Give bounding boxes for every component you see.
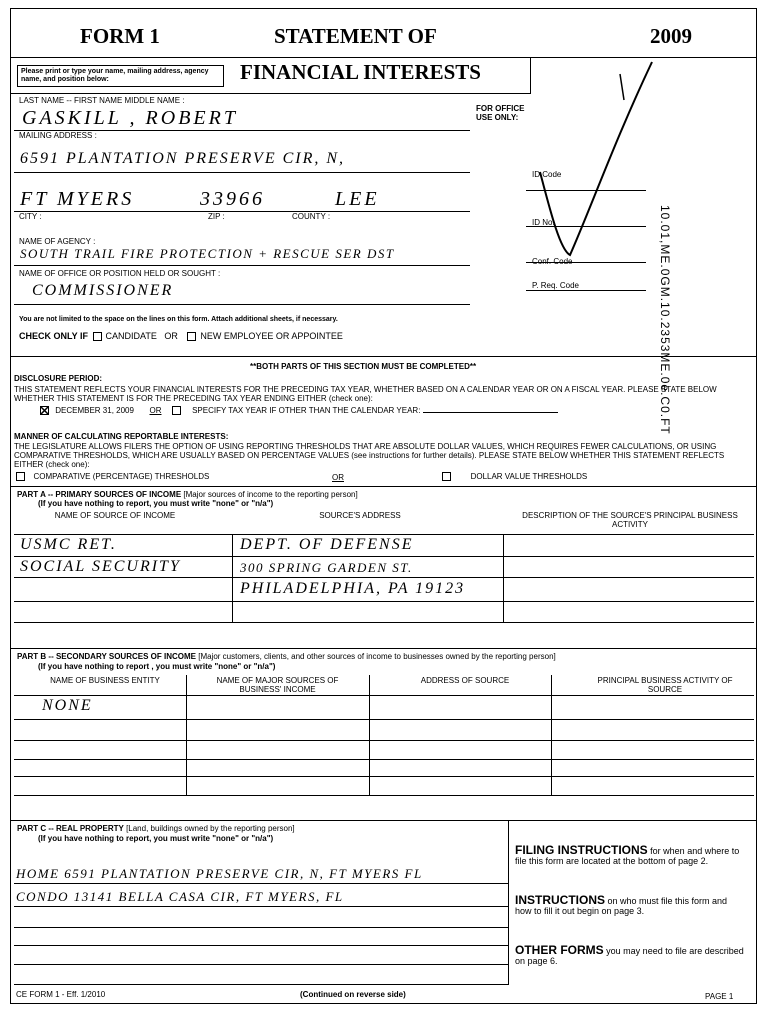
part-a-nothing-note: (If you have nothing to report, you must write "none" or "n/a") bbox=[38, 499, 274, 508]
part-a-row2-name[interactable]: SOCIAL SECURITY bbox=[20, 558, 181, 575]
print-instruction-box bbox=[17, 65, 224, 87]
part-b-col-address: ADDRESS OF SOURCE bbox=[420, 676, 510, 685]
part-a-title-row bbox=[17, 490, 358, 499]
part-a-row1-name[interactable]: USMC RET. bbox=[20, 536, 117, 553]
form-name: FORM 1 bbox=[80, 24, 160, 48]
instructions-note bbox=[515, 895, 745, 916]
part-c-title-note: [Land, buildings owned by the reporting person] bbox=[126, 824, 295, 833]
zip-label: ZIP : bbox=[208, 212, 225, 221]
comparative-label: COMPARATIVE (PERCENTAGE) THRESHOLDS bbox=[33, 472, 210, 481]
county-label: COUNTY : bbox=[292, 212, 331, 221]
instructions-heading: INSTRUCTIONS bbox=[515, 893, 605, 907]
county-value[interactable]: LEE bbox=[335, 188, 380, 210]
comparative-checkbox[interactable] bbox=[16, 472, 25, 481]
part-a-title-note: [Major sources of income to the reporting person] bbox=[183, 490, 358, 499]
form-year: 2009 bbox=[650, 24, 692, 48]
part-c-nothing-note: (If you have nothing to report, you must write "none" or "n/a") bbox=[38, 834, 274, 843]
agency-value[interactable]: SOUTH TRAIL FIRE PROTECTION + RESCUE SER DST bbox=[20, 246, 395, 261]
city-label: CITY : bbox=[19, 212, 42, 221]
part-a-col-name: NAME OF SOURCE OF INCOME bbox=[54, 511, 176, 520]
footer-page: PAGE 1 bbox=[705, 992, 734, 1001]
part-a-col-description: DESCRIPTION OF THE SOURCE'S PRINCIPAL BUSINESS ACTIVITY bbox=[522, 511, 738, 529]
p-req-code-label: P. Req. Code bbox=[532, 281, 579, 290]
part-b-title: PART B -- SECONDARY SOURCES OF INCOME bbox=[17, 652, 196, 661]
other-forms-text: you may need to file are described on page 6. bbox=[515, 946, 744, 966]
or-label: OR bbox=[164, 331, 178, 341]
dollar-label: DOLLAR VALUE THRESHOLDS bbox=[470, 472, 588, 481]
part-a-row2-address[interactable]: 300 SPRING GARDEN ST. bbox=[240, 560, 413, 575]
mailing-value[interactable]: 6591 PLANTATION PRESERVE CIR, N, bbox=[20, 150, 346, 167]
part-b-col-sources: NAME OF MAJOR SOURCES OF BUSINESS' INCOME bbox=[216, 676, 339, 694]
part-a-title: PART A -- PRIMARY SOURCES OF INCOME bbox=[17, 490, 182, 499]
disclosure-period-label: DISCLOSURE PERIOD: bbox=[14, 374, 103, 383]
not-limited-note: You are not limited to the space on the lines on this form. Attach additional sheets, if necessary. bbox=[19, 316, 338, 323]
manner-text: THE LEGISLATURE ALLOWS FILERS THE OPTION OF USING REPORTING THRESHOLDS THAT ARE ABSOLUTE DOLLAR VALUES, WHICH REQUIRES FEWER CALCULATIONS, OR USING COMPARATIVE THRESHOLDS, WHICH ARE USUALLY BASED ON PERCENTAGE VALUES (see instructions for further details). PLEASE STATE BELOW WHETHER THIS STATEMENT REFLECTS EITHER (check one): bbox=[14, 442, 725, 469]
footer-continued: (Continued on reverse side) bbox=[300, 990, 406, 999]
dec31-label: DECEMBER 31, 2009 bbox=[55, 406, 134, 415]
part-c-title-row bbox=[17, 824, 295, 833]
part-b-title-row bbox=[17, 652, 556, 661]
disclosure-period-text: THIS STATEMENT REFLECTS YOUR FINANCIAL INTERESTS FOR THE PRECEDING TAX YEAR, WHETHER BASED ON A CALENDAR YEAR OR ON A FISCAL YEAR. PLEASE STATE BELOW WHETHER THIS STATEMENT IS FOR THE PRECEDING TAX YEAR ENDING EITHER (check one): bbox=[14, 385, 717, 403]
filing-instructions-text: for when and where to file this form are located at the bottom of page 2. bbox=[515, 846, 740, 866]
mailing-label: MAILING ADDRESS : bbox=[19, 131, 97, 140]
both-parts-note: **BOTH PARTS OF THIS SECTION MUST BE COMPLETED** bbox=[250, 362, 477, 371]
filing-instructions-heading: FILING INSTRUCTIONS bbox=[515, 843, 648, 857]
candidate-checkbox[interactable] bbox=[93, 332, 102, 341]
check-only-row bbox=[19, 331, 343, 341]
dec31-checkbox[interactable] bbox=[40, 406, 49, 415]
part-b-title-note: [Major customers, clients, and other sources of income to businesses owned by the reporting person] bbox=[198, 652, 556, 661]
new-employee-label: NEW EMPLOYEE OR APPOINTEE bbox=[200, 331, 343, 341]
conf-code-label: Conf. Code bbox=[532, 257, 573, 266]
part-a-row1-address[interactable]: DEPT. OF DEFENSE bbox=[240, 536, 414, 553]
part-c-row1[interactable]: HOME 6591 PLANTATION PRESERVE CIR, N, FT MYERS FL bbox=[16, 866, 423, 881]
x-mark-icon bbox=[40, 406, 49, 415]
checkmark-signature-icon bbox=[520, 60, 660, 260]
part-b-col-activity: PRINCIPAL BUSINESS ACTIVITY OF SOURCE bbox=[597, 676, 733, 694]
part-a-col-address: SOURCE'S ADDRESS bbox=[319, 511, 401, 520]
dollar-row bbox=[440, 472, 587, 481]
specify-year-field[interactable] bbox=[423, 412, 558, 413]
id-no-label: ID No. bbox=[532, 218, 555, 227]
check-only-label: CHECK ONLY IF bbox=[19, 331, 89, 341]
part-b-nothing-note: (If you have nothing to report , you must write "none" or "n/a") bbox=[38, 662, 276, 671]
period-or-label: OR bbox=[149, 406, 162, 415]
threshold-or-label: OR bbox=[332, 473, 344, 482]
filing-instructions bbox=[515, 845, 745, 866]
specify-year-label: SPECIFY TAX YEAR IF OTHER THAN THE CALENDAR YEAR: bbox=[192, 406, 421, 415]
footer-form-id: CE FORM 1 - Eff. 1/2010 bbox=[16, 990, 106, 999]
office-use-title: FOR OFFICE USE ONLY: bbox=[476, 104, 525, 122]
part-a-row3-address[interactable]: PHILADELPHIA, PA 19123 bbox=[240, 580, 466, 597]
name-label: LAST NAME -- FIRST NAME MIDDLE NAME : bbox=[19, 96, 185, 105]
other-forms-note bbox=[515, 945, 745, 966]
city-value[interactable]: FT MYERS bbox=[20, 188, 135, 210]
new-employee-checkbox[interactable] bbox=[187, 332, 196, 341]
part-b-row1-entity[interactable]: NONE bbox=[42, 697, 93, 714]
print-instruction: Please print or type your name, mailing address, agency name, and position below: bbox=[21, 68, 209, 83]
other-forms-heading: OTHER FORMS bbox=[515, 943, 604, 957]
office-stamp: 10.01,ME.0GM.10.2353ME.0e.C0.FT bbox=[658, 205, 672, 435]
name-value[interactable]: GASKILL , ROBERT bbox=[22, 107, 238, 129]
office-label: NAME OF OFFICE OR POSITION HELD OR SOUGHT : bbox=[19, 269, 221, 278]
instructions-text: on who must file this form and how to fill it out begin on page 3. bbox=[515, 896, 728, 916]
form-title-line2: FINANCIAL INTERESTS bbox=[240, 60, 481, 84]
zip-value[interactable]: 33966 bbox=[200, 188, 265, 210]
part-c-title: PART C -- REAL PROPERTY bbox=[17, 824, 124, 833]
manner-label: MANNER OF CALCULATING REPORTABLE INTERESTS: bbox=[14, 432, 229, 441]
other-year-checkbox[interactable] bbox=[172, 406, 181, 415]
candidate-label: CANDIDATE bbox=[105, 331, 157, 341]
office-value[interactable]: COMMISSIONER bbox=[32, 282, 174, 299]
part-b-col-entity: NAME OF BUSINESS ENTITY bbox=[50, 676, 160, 685]
period-choice-row bbox=[38, 406, 738, 415]
part-c-row2[interactable]: CONDO 13141 BELLA CASA CIR, FT MYERS, FL bbox=[16, 889, 344, 904]
id-code-label: ID Code bbox=[532, 170, 562, 179]
dollar-checkbox[interactable] bbox=[442, 472, 451, 481]
form-title-line1: STATEMENT OF bbox=[274, 24, 437, 48]
agency-label: NAME OF AGENCY : bbox=[19, 237, 96, 246]
